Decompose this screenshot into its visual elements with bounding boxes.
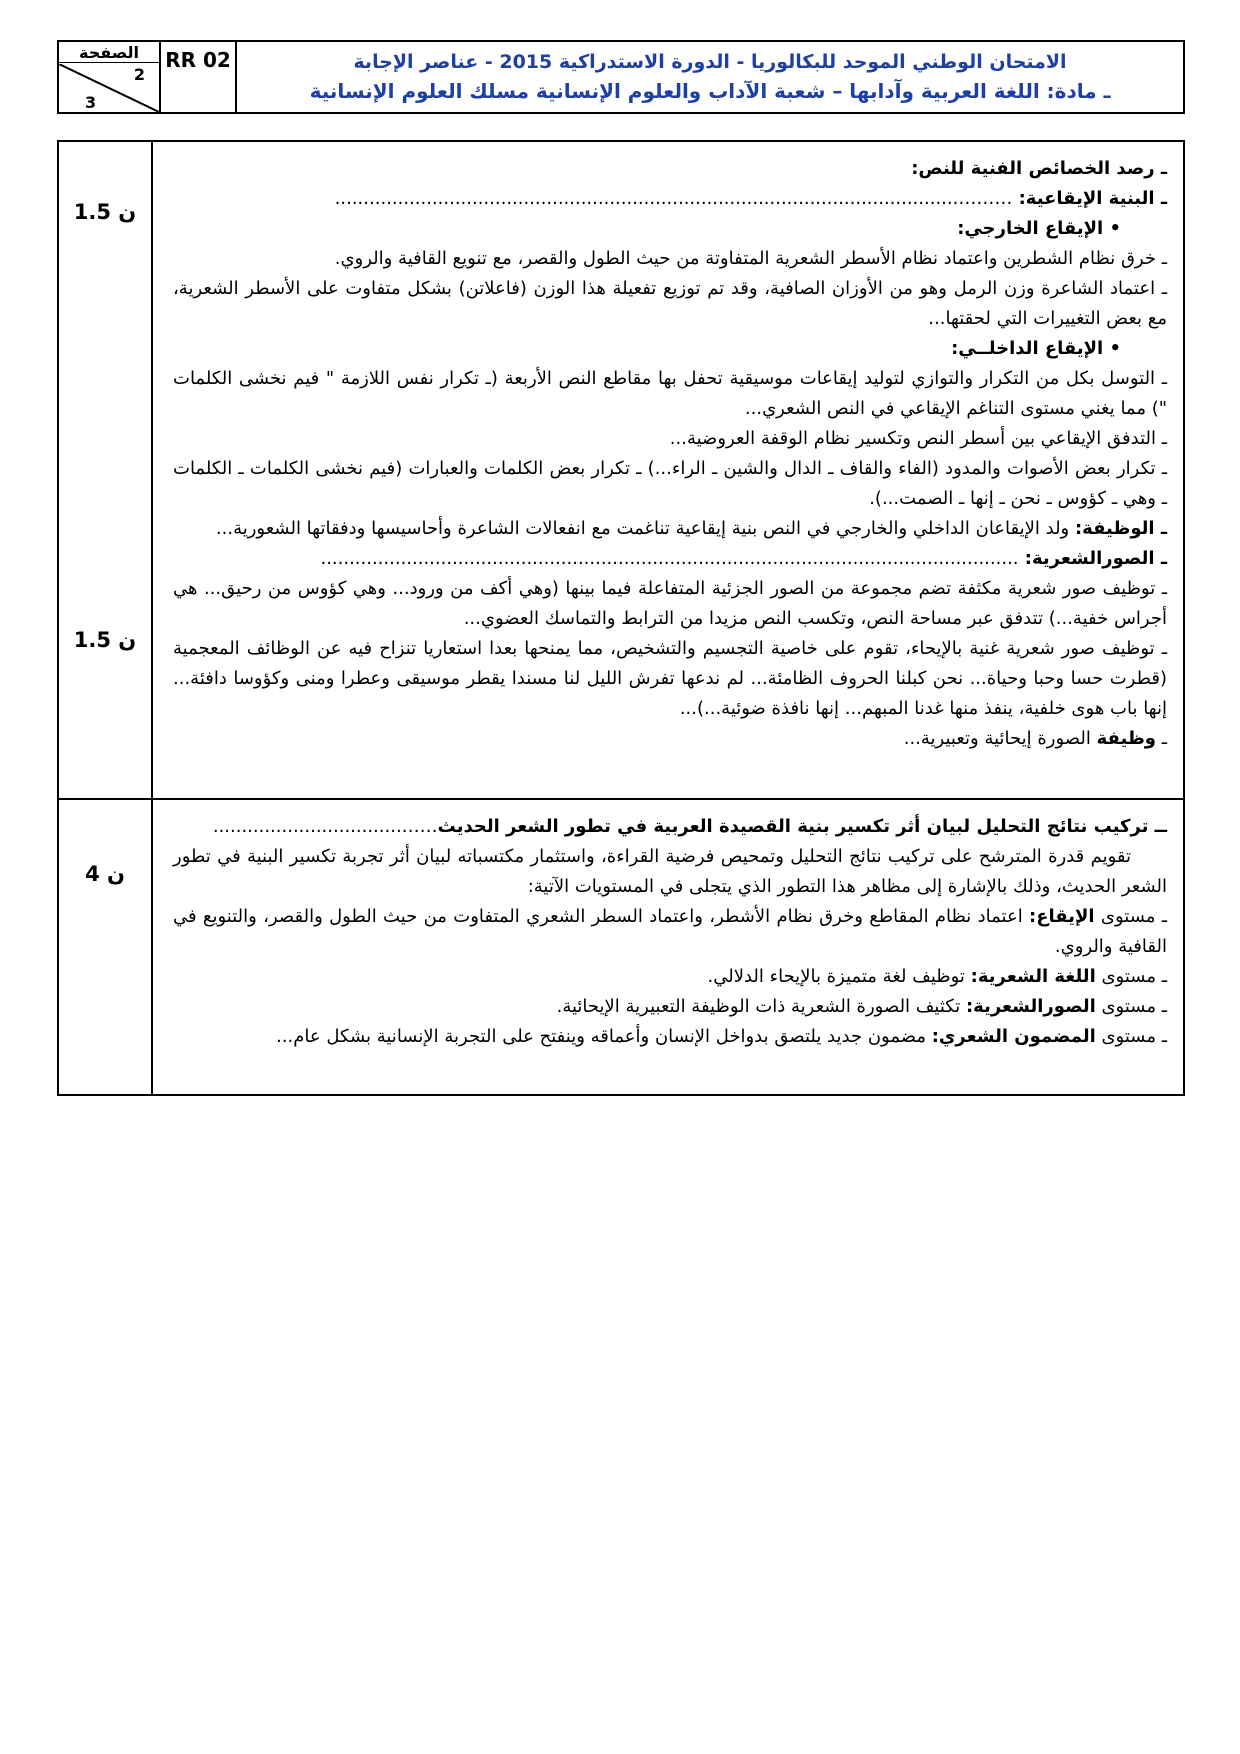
exam-code: RR 02: [159, 42, 237, 112]
paragraph: ـ الصورالشعرية: ..........................................................................................................................: [320, 548, 1167, 569]
paragraph: ـ توظيف صور شعرية مكثفة تضم مجموعة من الصور الجزئية المتفاعلة فيما بينها (وهي أكف من ورود... وهي كؤوس من رحيق... هي أجراس خفية...) تتدفق عبر مساحة النص، وتكسب النص مزيدا من الترابط والتماسك العضوي...: [173, 578, 1167, 629]
page-current: 2: [133, 65, 145, 84]
paragraph: ـ رصد الخصائص الفنية للنص:: [911, 158, 1167, 179]
paragraph: • الإيقاع الداخلــي:: [951, 338, 1121, 359]
paragraph: ـ اعتماد الشاعرة وزن الرمل وهو من الأوزان الصافية، وقد تم توزيع تفعيلة هذا الوزن (فاعلاتن) بشكل متفاوت على الأسطر الشعرية، مع بعض التغييرات التي لحقتها...: [173, 278, 1167, 329]
paragraph: ـ مستوى الإيقاع: اعتماد نظام المقاطع وخرق نظام الأشطر، واعتماد السطر الشعري المتفاوت من حيث الطول والقصر، والتنويع في القافية والروي.: [173, 906, 1167, 957]
answer-table: [57, 140, 1185, 1096]
page-fraction: [59, 64, 159, 112]
page-number-box: [59, 42, 159, 112]
title-line-1: الامتحان الوطني الموحد للبكالوريا - الدورة الاستدراكية 2015 - عناصر الإجابة: [353, 50, 1067, 73]
paragraph: ـ التدفق الإيقاعي بين أسطر النص وتكسير نظام الوقفة العروضية...: [669, 428, 1167, 449]
paragraph: ـ تكرار بعض الأصوات والمدود (الفاء والقاف ـ الدال والشين ـ الراء...) ـ تكرار بعض الكلمات والعبارات (فيم نخشى الكلمات ـ الكلمات ـ وهي ـ كؤوس ـ نحن ـ إنها ـ الصمت...).: [173, 458, 1167, 509]
grade-value: 1.5 ن: [73, 628, 137, 652]
exam-header: [57, 40, 1185, 114]
answer-row: [59, 142, 1183, 798]
title-line-2: ـ مادة: اللغة العربية وآدابها – شعبة الآداب والعلوم الإنسانية مسلك العلوم الإنسانية: [309, 79, 1111, 104]
page-label: الصفحة: [59, 42, 159, 63]
paragraph: تقويم قدرة المترشح على تركيب نتائج التحليل وتمحيص فرضية القراءة، واستثمار مكتسباته لبيان أثر تجربة تكسير البنية في تطور الشعر الحديث، وذلك بالإشارة إلى مظاهر هذا التطور الذي يتجلى في المستويات الآتية:: [173, 846, 1167, 897]
grade-value: 4 ن: [85, 862, 125, 886]
paragraph: ـ التوسل بكل من التكرار والتوازي لتوليد إيقاعات موسيقية تحفل بها مقاطع النص الأربعة (ـ تكرار نفس اللازمة " فيم نخشى الكلمات ") مما يغني مستوى التناغم الإيقاعي في النص الشعري...: [173, 368, 1167, 419]
grade-value: 1.5 ن: [73, 200, 137, 224]
content-cell: [153, 142, 1183, 798]
content-cell: [153, 800, 1183, 1094]
answer-row: [59, 798, 1183, 1094]
paragraph: ـ خرق نظام الشطرين واعتماد نظام الأسطر الشعرية المتفاوتة من حيث الطول والقصر، مع تنويع القافية والروي.: [334, 248, 1167, 269]
grade-cell: [59, 800, 153, 1094]
header-title: [237, 42, 1183, 112]
paragraph: ـ الوظيفة: ولد الإيقاعان الداخلي والخارجي في النص بنية إيقاعية تناغمت مع انفعالات الشاعرة وأحاسيسها ودفقاتها الشعورية...: [215, 518, 1167, 539]
paragraph: ـ وظيفة الصورة إيحائية وتعبيرية...: [903, 728, 1167, 749]
paragraph: ـ توظيف صور شعرية غنية بالإيحاء، تقوم على خاصية التجسيم والتشخيص، مما يمنحها بعدا استعاريا تنزاح فيه عن الوظائف المعجمية (قطرت حسا وحبا وحياة... نحن كبلنا الحروف الظامئة... لم ندعها تفرش الليل لنا مسندا يقطر موسيقى وعطرا ومنى وكؤوسا دافئة... إنها باب هوى خلفية، ينفذ منها غدنا المبهم... إنها نافذة ضوئية...)...: [173, 638, 1167, 719]
paragraph: ــ تركيب نتائج التحليل لبيان أثر تكسير بنية القصيدة العربية في تطور الشعر الحديث…….................................: [212, 816, 1167, 837]
grade-cell: [59, 142, 153, 798]
paragraph: ـ البنية الإيقاعية: ……….............................................................................................................: [334, 188, 1167, 209]
page-total: 3: [85, 93, 97, 112]
paragraph: ـ مستوى اللغة الشعرية: توظيف لغة متميزة بالإيحاء الدلالي.: [707, 966, 1167, 987]
paragraph: • الإيقاع الخارجي:: [957, 218, 1121, 239]
paragraph: ـ مستوى الصورالشعرية: تكثيف الصورة الشعرية ذات الوظيفة التعبيرية الإيحائية.: [556, 996, 1167, 1017]
paragraph: ـ مستوى المضمون الشعري: مضمون جديد يلتصق بدواخل الإنسان وأعماقه وينفتح على التجربة الإنسانية بشكل عام...: [276, 1026, 1167, 1047]
